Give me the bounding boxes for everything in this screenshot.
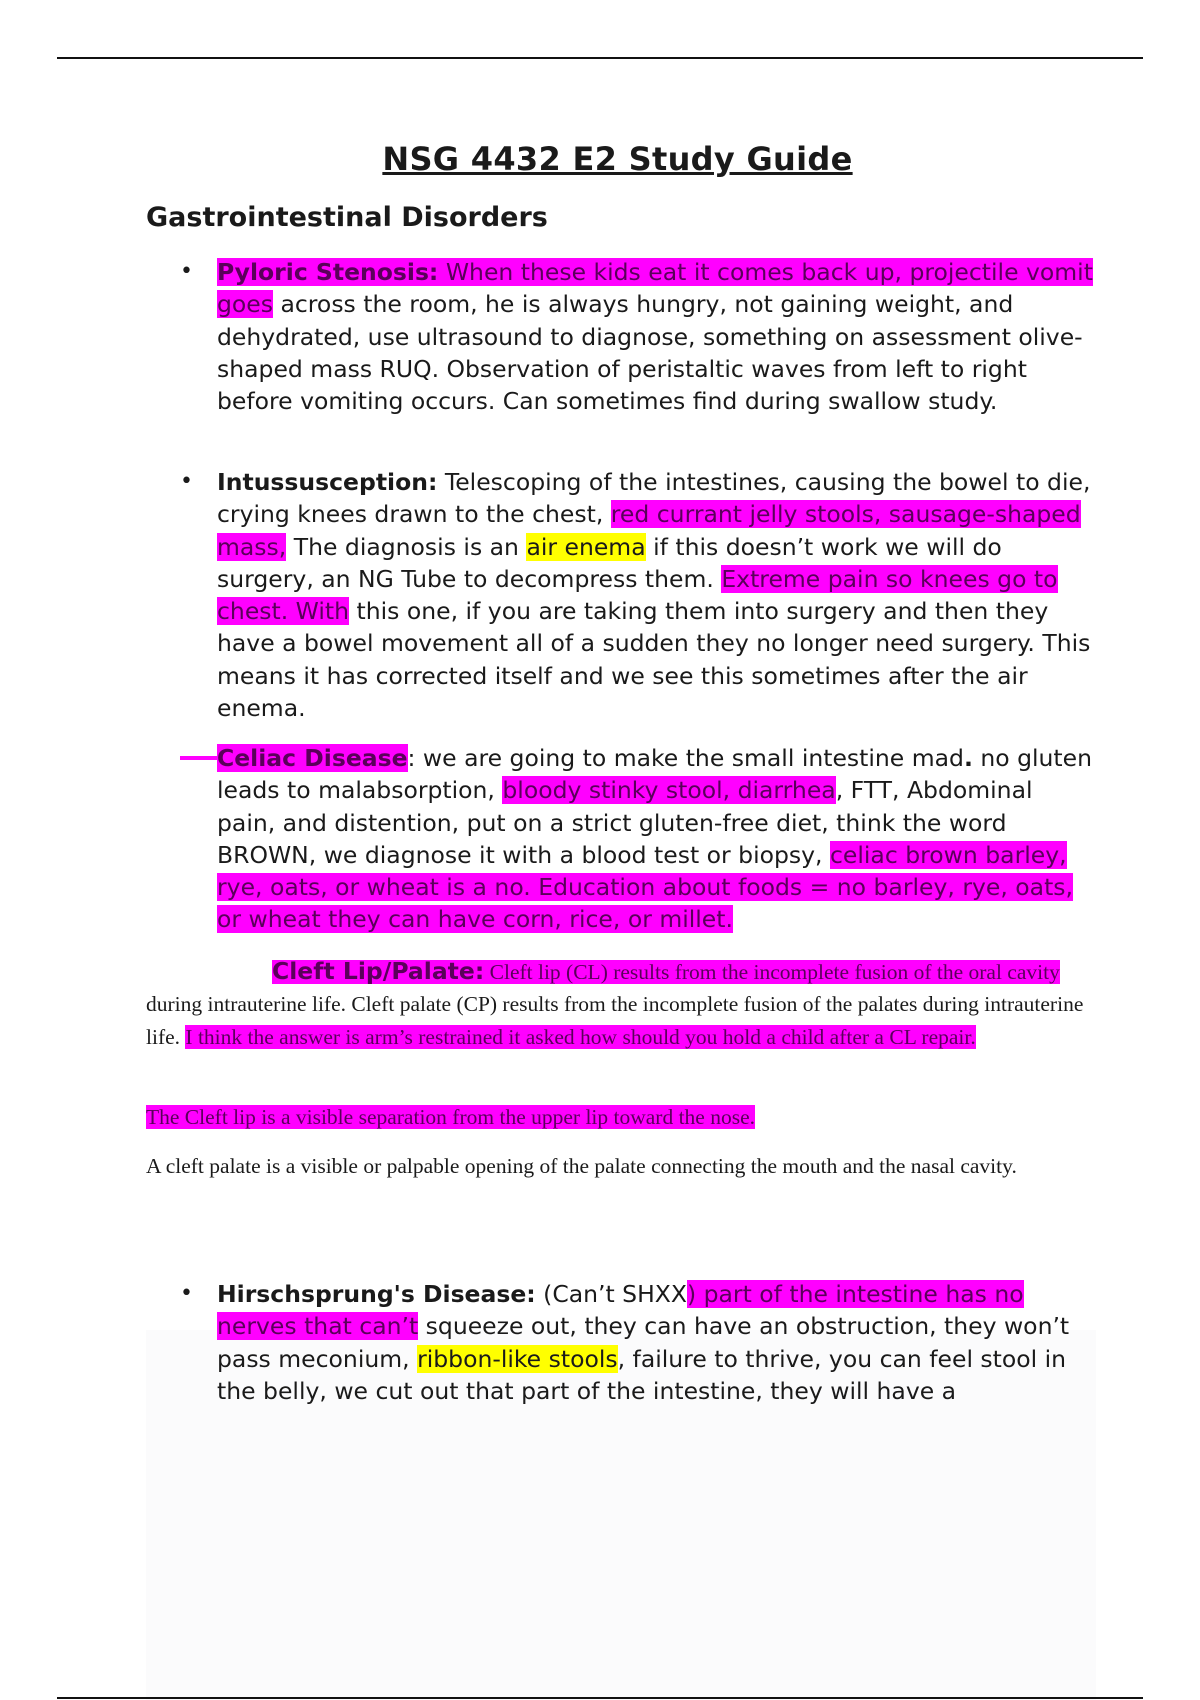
highlight-pink: ) part of the intestine has no nerves that can’t <box>217 1280 1024 1341</box>
document-title: NSG 4432 E2 Study Guide <box>382 140 853 178</box>
section-heading: Gastrointestinal Disorders <box>146 202 548 233</box>
highlight-pink: celiac brown barley, rye, oats, or wheat is a no. Education about foods = no barley, rye, oats, or wheat they can have corn, rice, or millet. <box>217 840 1074 934</box>
term-intussusception: Intussusception: <box>217 468 438 496</box>
term-celiac-disease: Celiac Disease <box>217 744 408 772</box>
bullet-icon <box>180 756 217 760</box>
term-hirschsprungs-disease: Hirschsprung's Disease: <box>217 1280 536 1308</box>
highlight-pink: The Cleft lip is a visible separation from the upper lip toward the nose. <box>146 1105 756 1129</box>
highlight-pink: Pyloric Stenosis: When these kids eat it comes back up, projectile vomit goes <box>217 258 1093 319</box>
highlight-pink: red currant jelly stools, sausage-shaped mass, <box>217 500 1081 561</box>
cleft-lip-palate-paragraph: Cleft Lip/Palate: Cleft lip (CL) results from the incomplete fusion of the oral cavity during intrauterine life. Cleft palate (CP) results from the incomplete fusion of the palates during intrauterine life. I think the answer is arm’s restrained it asked how should you hold a child after a CL repair. <box>146 957 1084 1049</box>
highlight-pink: Extreme pain so knees go to chest. With <box>217 564 1058 626</box>
bullet-icon: • <box>180 259 193 284</box>
list-item-hirschsprungs-disease: • Hirschsprung's Disease: (Can’t SHXX) part of the intestine has no nerves that can’t squeeze out, they can have an obstruction, they won’t pass meconium, ribbon-like stools, failure to thrive, you can feel stool in the belly, we cut out that part of the intestine, they will have a <box>180 1280 1070 1405</box>
list-item-celiac-disease: Celiac Disease: we are going to make the small intestine mad. no gluten leads to malabsorption, bloody stinky stool, diarrhea, FTT, Abdominal pain, and distention, put on a strict gluten-free diet, think the word BROWN, we diagnose it with a blood test or biopsy, celiac brown barley, rye, oats, or wheat is a no. Education about foods = no barley, rye, oats, or wheat they can have corn, rice, or millet. <box>217 742 1097 936</box>
cleft-palate-note: A cleft palate is a visible or palpable opening of the palate connecting the mouth and the nasal cavity. <box>146 1154 1017 1178</box>
highlight-pink: I think the answer is arm’s restrained it asked how should you hold a child after a CL repair. <box>185 1024 976 1049</box>
highlight-pink: Cleft Lip/Palate: Cleft lip (CL) results from the incomplete fusion of the oral cavity <box>272 957 1060 985</box>
cleft-lip-note <box>146 1101 1086 1133</box>
list-item-pyloric-stenosis: • Pyloric Stenosis: When these kids eat it comes back up, projectile vomit goes across the room, he is always hungry, not gaining weight, and dehydrated, use ultrasound to diagnose, something on assessment olive-shaped mass RUQ. Observation of peristaltic waves from left to right before vomiting occurs. Can sometimes find during swallow study. <box>180 258 1093 416</box>
footer-rule <box>57 1697 1143 1699</box>
term-pyloric-stenosis: Pyloric Stenosis: <box>217 258 439 286</box>
bullet-icon: • <box>180 1281 193 1306</box>
highlight-yellow: air enema <box>526 532 646 561</box>
highlight-yellow: ribbon-like stools <box>417 1344 618 1373</box>
bullet-icon: • <box>180 469 193 494</box>
highlight-pink: bloody stinky stool, diarrhea <box>502 776 836 805</box>
header-rule <box>57 57 1143 59</box>
list-item-intussusception: • Intussusception: Telescoping of the intestines, causing the bowel to die, crying knees drawn to the chest, red currant jelly stools, sausage-shaped mass, The diagnosis is an air enema if this doesn’t work we will do surgery, an NG Tube to decompress them. Extreme pain so knees go to chest. With this one, if you are taking them into surgery and then they have a bowel movement all of a sudden they no longer need surgery. This means it has corrected itself and we see this sometimes after the air enema. <box>180 468 1091 723</box>
term-cleft-lip-palate: Cleft Lip/Palate: <box>272 957 485 985</box>
